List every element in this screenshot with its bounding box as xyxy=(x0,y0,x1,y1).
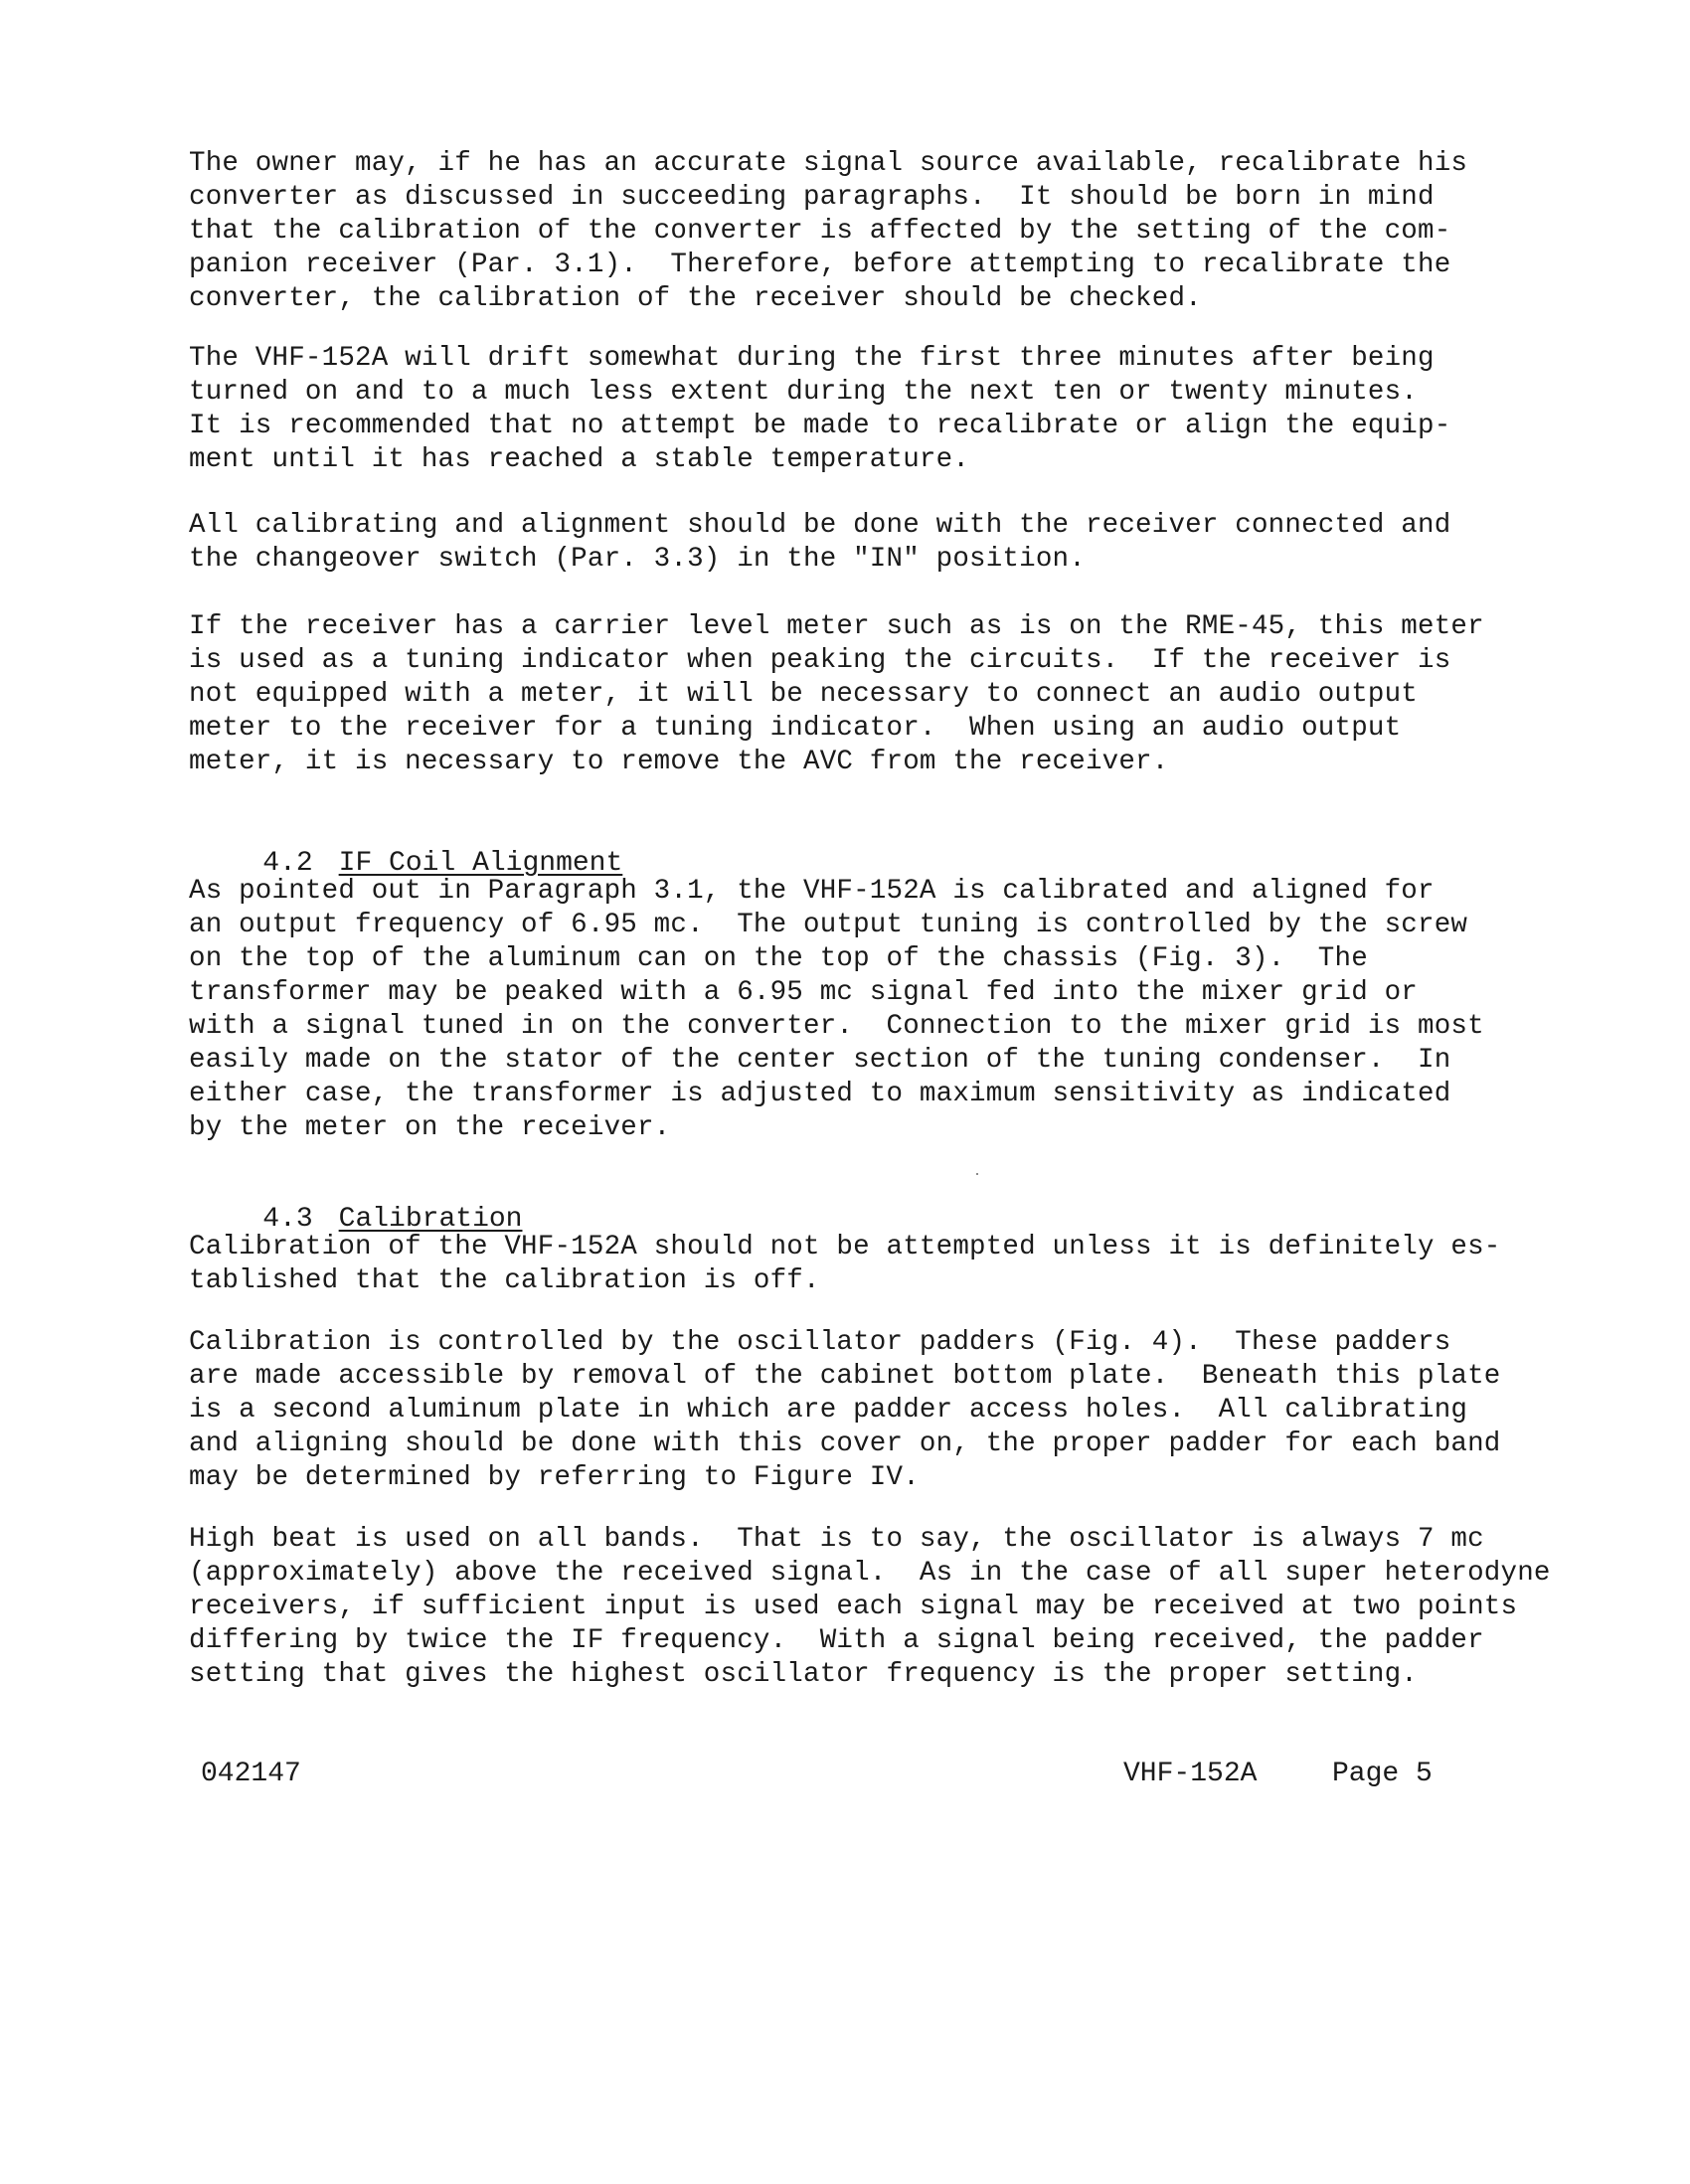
text-line: by the meter on the receiver. xyxy=(189,1112,671,1143)
text-line: meter, it is necessary to remove the AVC from the receiver. xyxy=(189,747,1169,777)
text-line: with a signal tuned in on the converter. Connection to the mixer grid is most xyxy=(189,1011,1484,1042)
paragraph-if-alignment xyxy=(189,875,1571,1145)
text-line: receivers, if sufficient input is used each signal may be received at two points xyxy=(189,1592,1518,1622)
text-line: The owner may, if he has an accurate signal source available, recalibrate his xyxy=(189,148,1468,179)
text-line: that the calibration of the converter is affected by the setting of the com- xyxy=(189,216,1451,247)
text-line: As pointed out in Paragraph 3.1, the VHF-152A is calibrated and aligned for xyxy=(189,876,1435,907)
text-line: converter as discussed in succeeding paragraphs. It should be born in mind xyxy=(189,182,1435,213)
text-line: meter to the receiver for a tuning indicator. When using an audio output xyxy=(189,713,1402,744)
text-line: It is recommended that no attempt be made to recalibrate or align the equip- xyxy=(189,411,1451,441)
paragraph-recalibration-intro xyxy=(189,147,1571,316)
text-line: and aligning should be done with this cover on, the proper padder for each band xyxy=(189,1428,1501,1459)
text-line: transformer may be peaked with a 6.95 mc signal fed into the mixer grid or xyxy=(189,977,1418,1008)
text-line: (approximately) above the received signal. As in the case of all super heterodyne xyxy=(189,1558,1551,1589)
text-line: The VHF-152A will drift somewhat during the first three minutes after being xyxy=(189,343,1435,374)
paragraph-calibration-warning xyxy=(189,1231,1571,1298)
paragraph-high-beat xyxy=(189,1523,1571,1692)
text-line: converter, the calibration of the receiver should be checked. xyxy=(189,283,1202,314)
text-line: on the top of the aluminum can on the top of the chassis (Fig. 3). The xyxy=(189,943,1368,974)
text-line: High beat is used on all bands. That is to say, the oscillator is always 7 mc xyxy=(189,1524,1484,1555)
section-number: 4.3 xyxy=(262,1204,313,1235)
section-title: Calibration xyxy=(338,1204,523,1235)
text-line: turned on and to a much less extent during the next ten or twenty minutes. xyxy=(189,377,1418,408)
footer-doc-code: 042147 xyxy=(201,1759,301,1789)
text-line: the changeover switch (Par. 3.3) in the "IN" position. xyxy=(189,544,1086,575)
text-line: tablished that the calibration is off. xyxy=(189,1265,820,1296)
text-line: Calibration of the VHF-152A should not be attempted unless it is definitely es- xyxy=(189,1232,1501,1262)
text-line: is used as a tuning indicator when peaking the circuits. If the receiver is xyxy=(189,645,1451,676)
section-number: 4.2 xyxy=(262,848,313,879)
text-line: is a second aluminum plate in which are padder access holes. All calibrating xyxy=(189,1395,1468,1426)
text-line: are made accessible by removal of the cabinet bottom plate. Beneath this plate xyxy=(189,1361,1501,1392)
text-line: may be determined by referring to Figure IV. xyxy=(189,1462,920,1493)
text-line: not equipped with a meter, it will be necessary to connect an audio output xyxy=(189,679,1418,710)
text-line: panion receiver (Par. 3.1). Therefore, before attempting to recalibrate the xyxy=(189,250,1451,280)
section-title: IF Coil Alignment xyxy=(338,848,623,879)
text-line: either case, the transformer is adjusted to maximum sensitivity as indicated xyxy=(189,1079,1451,1109)
text-line: If the receiver has a carrier level meter such as is on the RME-45, this meter xyxy=(189,611,1484,642)
footer-page-number: Page 5 xyxy=(1332,1759,1433,1789)
scan-speck xyxy=(976,1173,978,1175)
text-line: an output frequency of 6.95 mc. The output tuning is controlled by the screw xyxy=(189,910,1468,940)
text-line: differing by twice the IF frequency. With a signal being received, the padder xyxy=(189,1625,1484,1656)
paragraph-drift xyxy=(189,342,1571,477)
footer-model: VHF-152A xyxy=(1123,1759,1258,1789)
text-line: easily made on the stator of the center section of the tuning condenser. In xyxy=(189,1045,1451,1076)
text-line: ment until it has reached a stable temperature. xyxy=(189,444,970,475)
text-line: All calibrating and alignment should be done with the receiver connected and xyxy=(189,510,1451,541)
text-line: Calibration is controlled by the oscillator padders (Fig. 4). These padders xyxy=(189,1327,1451,1358)
paragraph-tuning-indicator xyxy=(189,610,1571,779)
paragraph-padders xyxy=(189,1326,1571,1495)
paragraph-calibration-conditions xyxy=(189,509,1571,577)
text-line: setting that gives the highest oscillator frequency is the proper setting. xyxy=(189,1659,1418,1690)
